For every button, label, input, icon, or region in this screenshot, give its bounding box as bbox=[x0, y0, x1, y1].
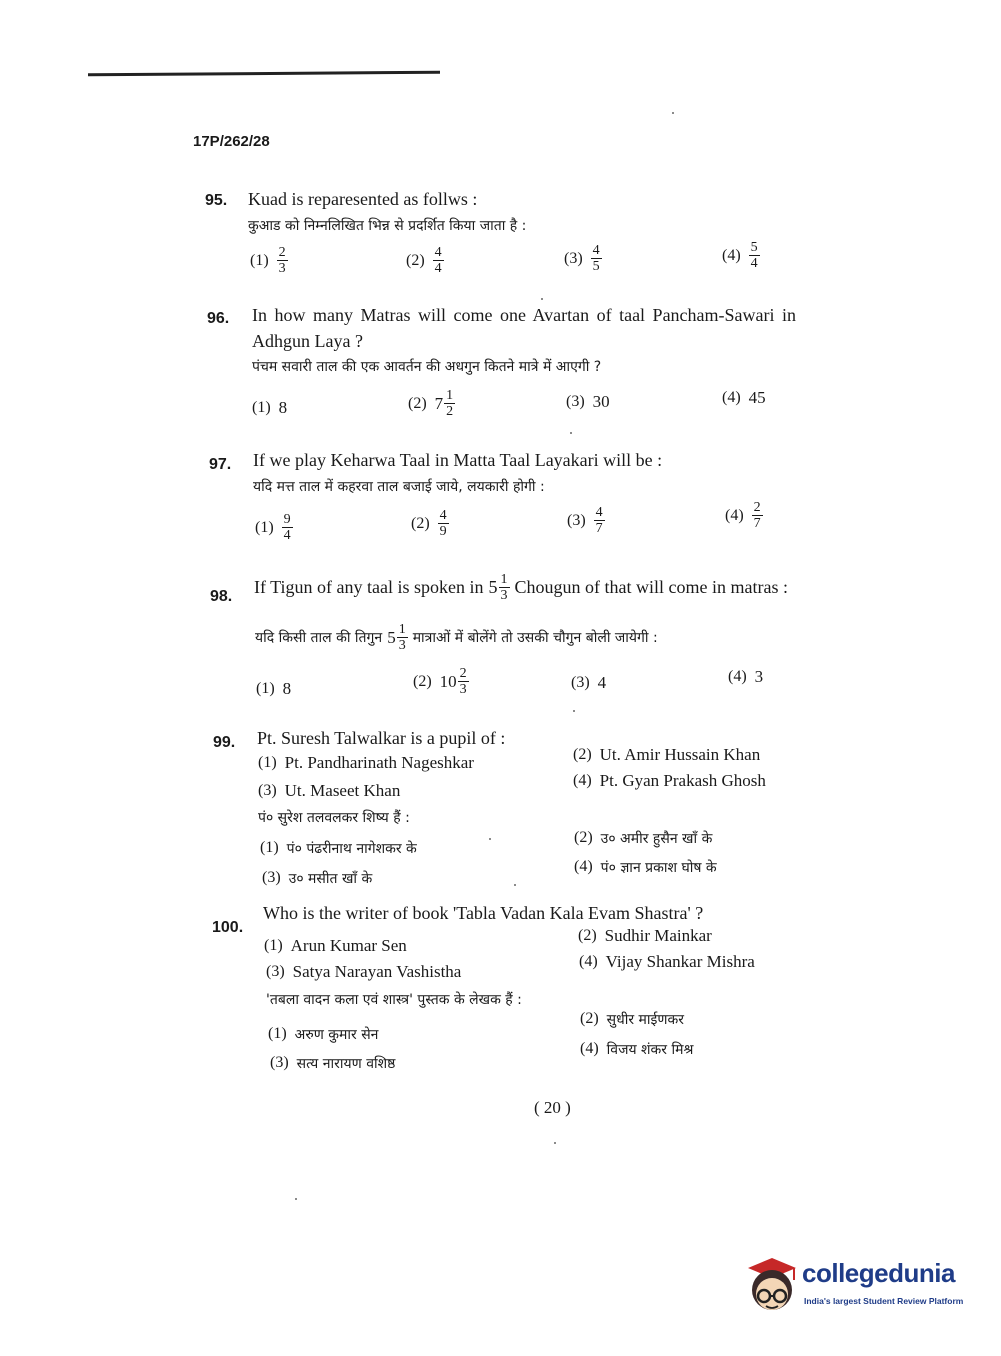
option-4-hi: (4) विजय शंकर मिश्र bbox=[580, 1040, 694, 1058]
question-number: 97. bbox=[209, 456, 232, 473]
option-2: (2) Ut. Amir Hussain Khan bbox=[573, 745, 761, 764]
question-text-en: Who is the writer of book 'Tabla Vadan Kala Evam Shastra' ? bbox=[263, 903, 704, 923]
question-number: 98. bbox=[210, 588, 233, 605]
question-text-en: If we play Keharwa Taal in Matta Taal Layakari will be : bbox=[253, 450, 663, 470]
option-1: (1) $\frac{9}{4}$ bbox=[255, 512, 291, 543]
option-3: (3) Satya Narayan Vashistha bbox=[266, 962, 462, 981]
option-4: (4) 45 bbox=[722, 388, 766, 407]
scan-speck bbox=[541, 298, 543, 300]
option-1: (1) $\frac{2}{3}$ bbox=[250, 245, 286, 276]
option-2-hi: (2) सुधीर माईणकर bbox=[580, 1010, 685, 1028]
scan-speck bbox=[554, 1142, 556, 1144]
question-number: 99. bbox=[213, 734, 236, 751]
question-text-hi: 'तबला वादन कला एवं शास्त्र' पुस्तक के लेखक हैं : bbox=[266, 992, 522, 1008]
mascot-icon bbox=[742, 1254, 800, 1316]
question-text-hi: यदि मत्त ताल में कहरवा ताल बजाई जाये, लयकारी होगी : bbox=[253, 479, 545, 495]
collegedunia-logo bbox=[742, 1254, 967, 1316]
option-4-hi: (4) पं० ज्ञान प्रकाश घोष के bbox=[574, 858, 717, 876]
option-3: (3) 4 bbox=[571, 673, 607, 692]
top-rule bbox=[88, 71, 440, 76]
option-4: (4) Vijay Shankar Mishra bbox=[579, 952, 755, 971]
option-2: (2) 7 $\frac{1}{2}$ bbox=[408, 388, 454, 419]
question-text-en-cont: Adhgun Laya ? bbox=[252, 331, 363, 351]
scan-speck bbox=[295, 1198, 297, 1200]
option-1: (1) 8 bbox=[256, 679, 292, 698]
option-2-hi: (2) उ० अमीर हुसैन खाँ के bbox=[574, 829, 713, 847]
option-1-hi: (1) अरुण कुमार सेन bbox=[268, 1025, 379, 1043]
paper-code: 17P/262/28 bbox=[193, 133, 270, 150]
option-2: (2) $\frac{4}{4}$ bbox=[406, 245, 442, 276]
question-text-hi: पंचम सवारी ताल की एक आवर्तन की अधगुन कितने मात्रे में आएगी ? bbox=[252, 359, 602, 375]
logo-tagline: India's largest Student Review Platform bbox=[804, 1296, 964, 1306]
scan-speck bbox=[514, 884, 516, 886]
logo-wordmark: collegedunia bbox=[802, 1258, 955, 1288]
option-1: (1) Arun Kumar Sen bbox=[264, 936, 407, 955]
option-1: (1) Pt. Pandharinath Nageshkar bbox=[258, 753, 474, 772]
option-4: (4) $\frac{5}{4}$ bbox=[722, 240, 758, 271]
option-4: (4) Pt. Gyan Prakash Ghosh bbox=[573, 771, 766, 790]
question-text-en: Pt. Suresh Talwalkar is a pupil of : bbox=[257, 728, 506, 748]
question-number: 95. bbox=[205, 192, 228, 209]
option-2: (2) 10 $\frac{2}{3}$ bbox=[413, 666, 467, 697]
option-3: (3) $\frac{4}{7}$ bbox=[567, 505, 603, 536]
question-text-hi: पं० सुरेश तलवलकर शिष्य हैं : bbox=[258, 810, 410, 826]
option-3: (3) 30 bbox=[566, 392, 610, 411]
option-3-hi: (3) सत्य नारायण वशिष्ठ bbox=[270, 1054, 396, 1072]
question-text-hi: कुआड को निम्नलिखित भिन्न से प्रदर्शित किया जाता है : bbox=[248, 218, 527, 234]
option-3: (3) $\frac{4}{5}$ bbox=[564, 243, 600, 274]
option-2: (2) Sudhir Mainkar bbox=[578, 926, 712, 945]
option-3: (3) Ut. Maseet Khan bbox=[258, 781, 401, 800]
question-text-hi: यदि किसी ताल की तिगुन 5 $\frac{1}{3}$ मात्राओं में बोलेंगे तो उसकी चौगुन बोली जायेगी : bbox=[255, 622, 658, 653]
option-1-hi: (1) पं० पंढरीनाथ नागेशकर के bbox=[260, 839, 417, 857]
option-2: (2) $\frac{4}{9}$ bbox=[411, 508, 447, 539]
option-4: (4) 3 bbox=[728, 667, 764, 686]
question-text-en: If Tigun of any taal is spoken in 5 $\frac{1}{3}$ Chougun of that will come in matras : bbox=[254, 572, 788, 603]
option-1: (1) 8 bbox=[252, 398, 288, 417]
question-text-en: In how many Matras will come one Avartan of taal Pancham-Sawari in bbox=[252, 305, 797, 325]
scan-speck bbox=[672, 112, 674, 114]
page-number: ( 20 ) bbox=[534, 1098, 571, 1117]
scan-speck bbox=[570, 432, 572, 434]
option-3-hi: (3) उ० मसीत खाँ के bbox=[262, 869, 373, 887]
option-4: (4) $\frac{2}{7}$ bbox=[725, 500, 761, 531]
scan-speck bbox=[489, 838, 491, 840]
question-text-en: Kuad is reparesented as follws : bbox=[248, 189, 478, 209]
question-number: 96. bbox=[207, 310, 230, 327]
scan-speck bbox=[573, 710, 575, 712]
question-number: 100. bbox=[212, 919, 244, 936]
